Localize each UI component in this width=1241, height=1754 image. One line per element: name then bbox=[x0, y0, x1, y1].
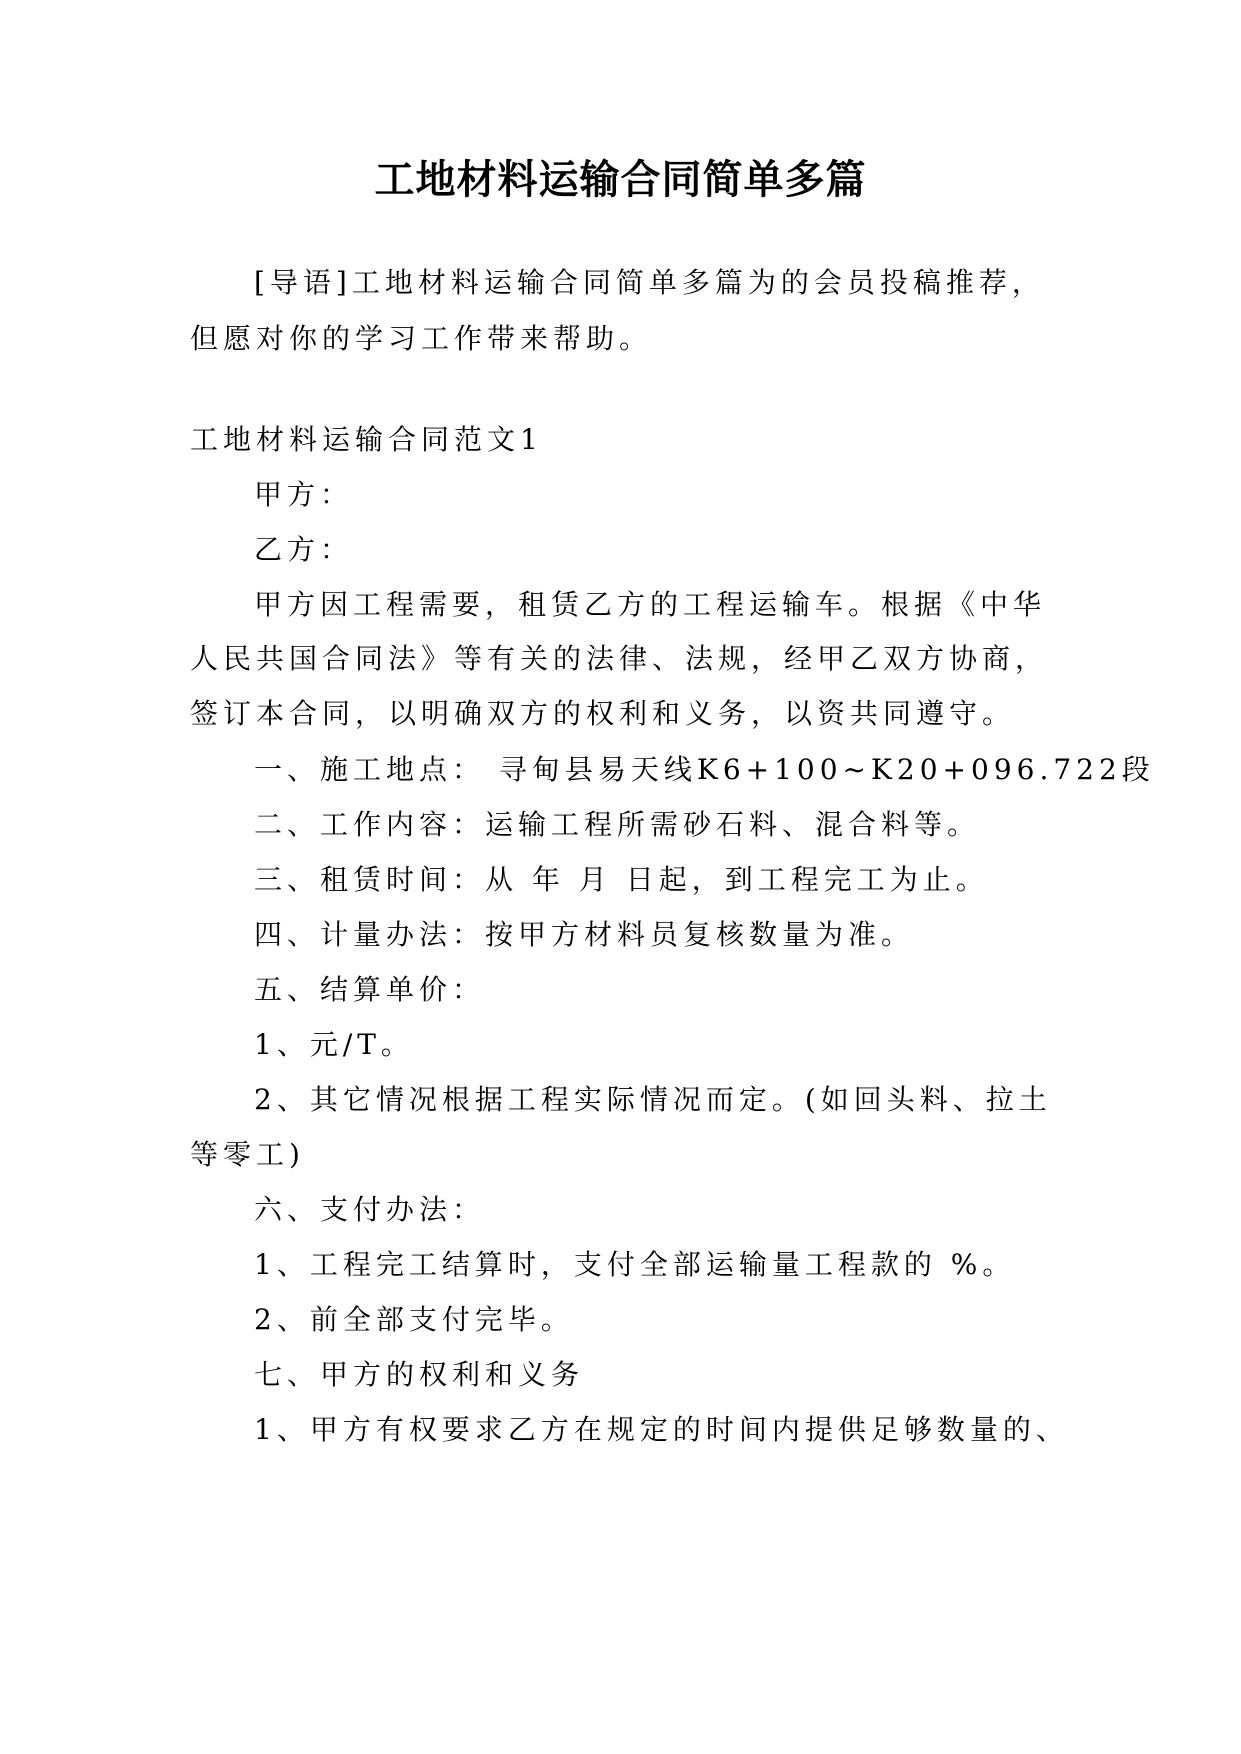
preamble-line-3: 签订本合同，以明确双方的权利和义务，以资共同遵守。 bbox=[190, 697, 1016, 730]
preamble-line-2: 人民共国合同法》等有关的法律、法规，经甲乙双方协商， bbox=[190, 642, 1049, 675]
clause-6-item-2: 2、前全部支付完毕。 bbox=[254, 1303, 574, 1336]
clause-6-payment: 六、支付办法： bbox=[254, 1193, 486, 1226]
party-a-line: 甲方： bbox=[254, 478, 354, 511]
intro-line-1: [导语]工地材料运输合同简单多篇为的会员投稿推荐， bbox=[254, 266, 1045, 299]
clause-5-item-1: 1、元/T。 bbox=[254, 1028, 414, 1061]
clause-5-item-2-line-1: 2、其它情况根据工程实际情况而定。(如回头料、拉土 bbox=[254, 1083, 1052, 1116]
clause-4-measurement: 四、计量办法：按甲方材料员复核数量为准。 bbox=[254, 918, 915, 951]
clause-3-period: 三、租赁时间：从 年 月 日起，到工程完工为止。 bbox=[254, 863, 989, 896]
clause-5-item-2-line-2: 等零工) bbox=[190, 1138, 305, 1171]
document-title: 工地材料运输合同简单多篇 bbox=[374, 156, 867, 203]
clause-6-item-1: 1、工程完工结算时，支付全部运输量工程款的 %。 bbox=[254, 1248, 1016, 1281]
clause-2-scope: 二、工作内容：运输工程所需砂石料、混合料等。 bbox=[254, 808, 981, 841]
clause-7-item-1: 1、甲方有权要求乙方在规定的时间内提供足够数量的、 bbox=[254, 1413, 1069, 1446]
section-heading: 工地材料运输合同范文1 bbox=[190, 423, 543, 456]
clause-7-party-a-rights: 七、甲方的权利和义务 bbox=[254, 1358, 585, 1391]
intro-line-2: 但愿对你的学习工作带来帮助。 bbox=[190, 322, 653, 355]
clause-5-price: 五、结算单价： bbox=[254, 973, 486, 1006]
preamble-line-1: 甲方因工程需要，租赁乙方的工程运输车。根据《中华 bbox=[254, 588, 1047, 621]
party-b-line: 乙方： bbox=[254, 533, 354, 566]
clause-1-site: 一、施工地点： 寻甸县易天线K6+100~K20+096.722段 bbox=[254, 753, 1155, 786]
